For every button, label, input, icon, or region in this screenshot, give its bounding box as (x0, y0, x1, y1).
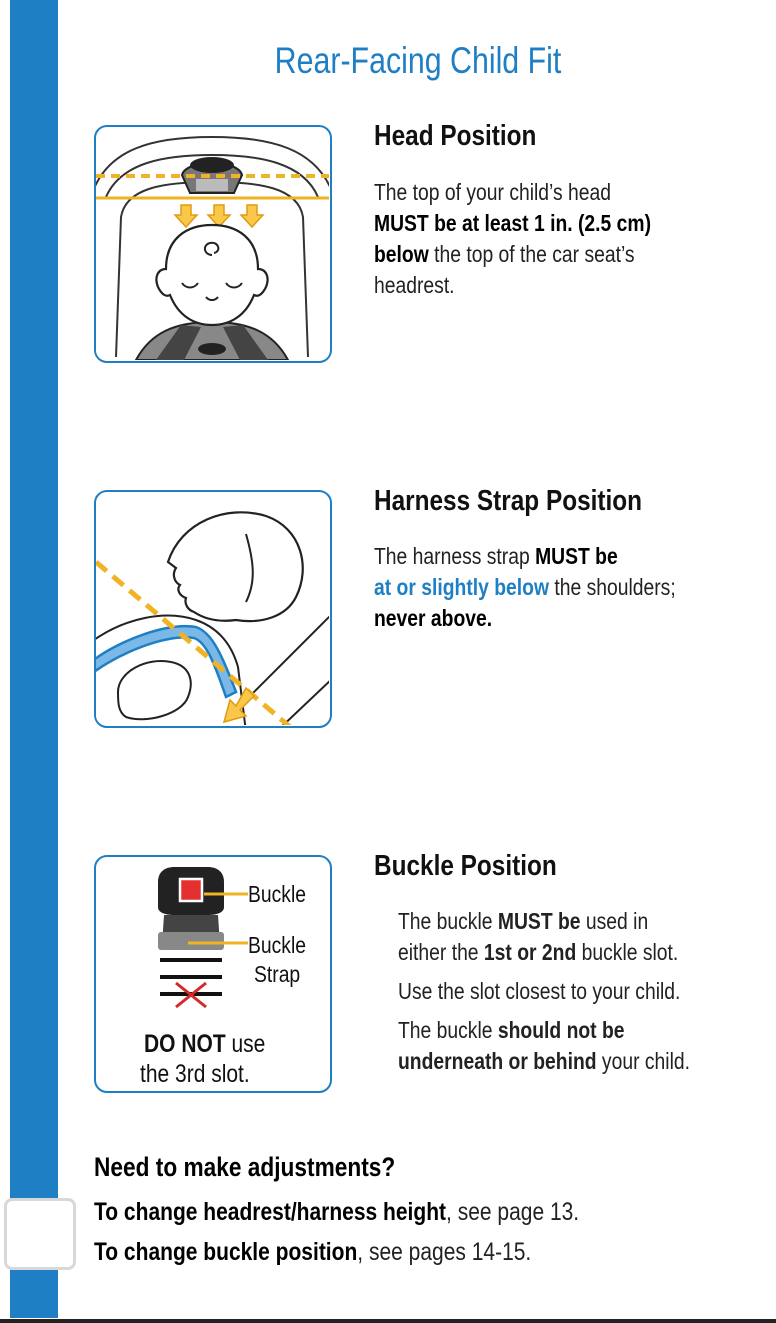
adjust-headrest-row: To change headrest/harness height, see page 13. (94, 1198, 580, 1226)
page-tab (4, 1198, 76, 1270)
harness-strap-illustration (94, 490, 332, 728)
warning-line-1: DO NOT use (144, 1030, 266, 1058)
head-position-heading: Head Position (374, 120, 537, 152)
head-line-3: below the top of the car seat’s (374, 241, 635, 267)
head-line-4: headrest. (374, 272, 455, 298)
buckle-position-illustration (94, 855, 332, 1093)
head-position-text (374, 177, 704, 301)
buckle-position-text (398, 906, 746, 1085)
buckle-label: Buckle (248, 881, 306, 907)
adjust-buckle-row: To change buckle position, see pages 14-15. (94, 1238, 532, 1266)
adjustments-heading: Need to make adjustments? (94, 1152, 396, 1182)
harness-line-3: never above. (374, 605, 493, 631)
head-line-2: MUST be at least 1 in. (2.5 cm) (374, 210, 652, 236)
harness-position-text (374, 541, 733, 634)
buckle-paragraph-1: The buckle MUST be used in either the 1st or 2nd buckle slot. (398, 908, 679, 965)
harness-position-heading: Harness Strap Position (374, 485, 643, 517)
head-position-illustration (94, 125, 332, 363)
buckle-strap-label-2: Strap (254, 961, 301, 987)
page-title: Rear-Facing Child Fit (274, 40, 562, 81)
third-slot-warning (140, 1029, 288, 1089)
side-color-bar (10, 0, 58, 1318)
buckle-strap-label-1: Buckle (248, 932, 306, 958)
warning-line-2: the 3rd slot. (140, 1060, 250, 1088)
head-line-1: The top of your child’s head (374, 179, 612, 205)
buckle-position-heading: Buckle Position (374, 850, 557, 882)
buckle-paragraph-3: The buckle should not be underneath or behind your child. (398, 1017, 690, 1074)
buckle-paragraph-2: Use the slot closest to your child. (398, 978, 681, 1004)
harness-line-2: at or slightly below the shoulders; (374, 574, 676, 600)
harness-line-1: The harness strap MUST be (374, 543, 618, 569)
bottom-rule (0, 1319, 776, 1323)
